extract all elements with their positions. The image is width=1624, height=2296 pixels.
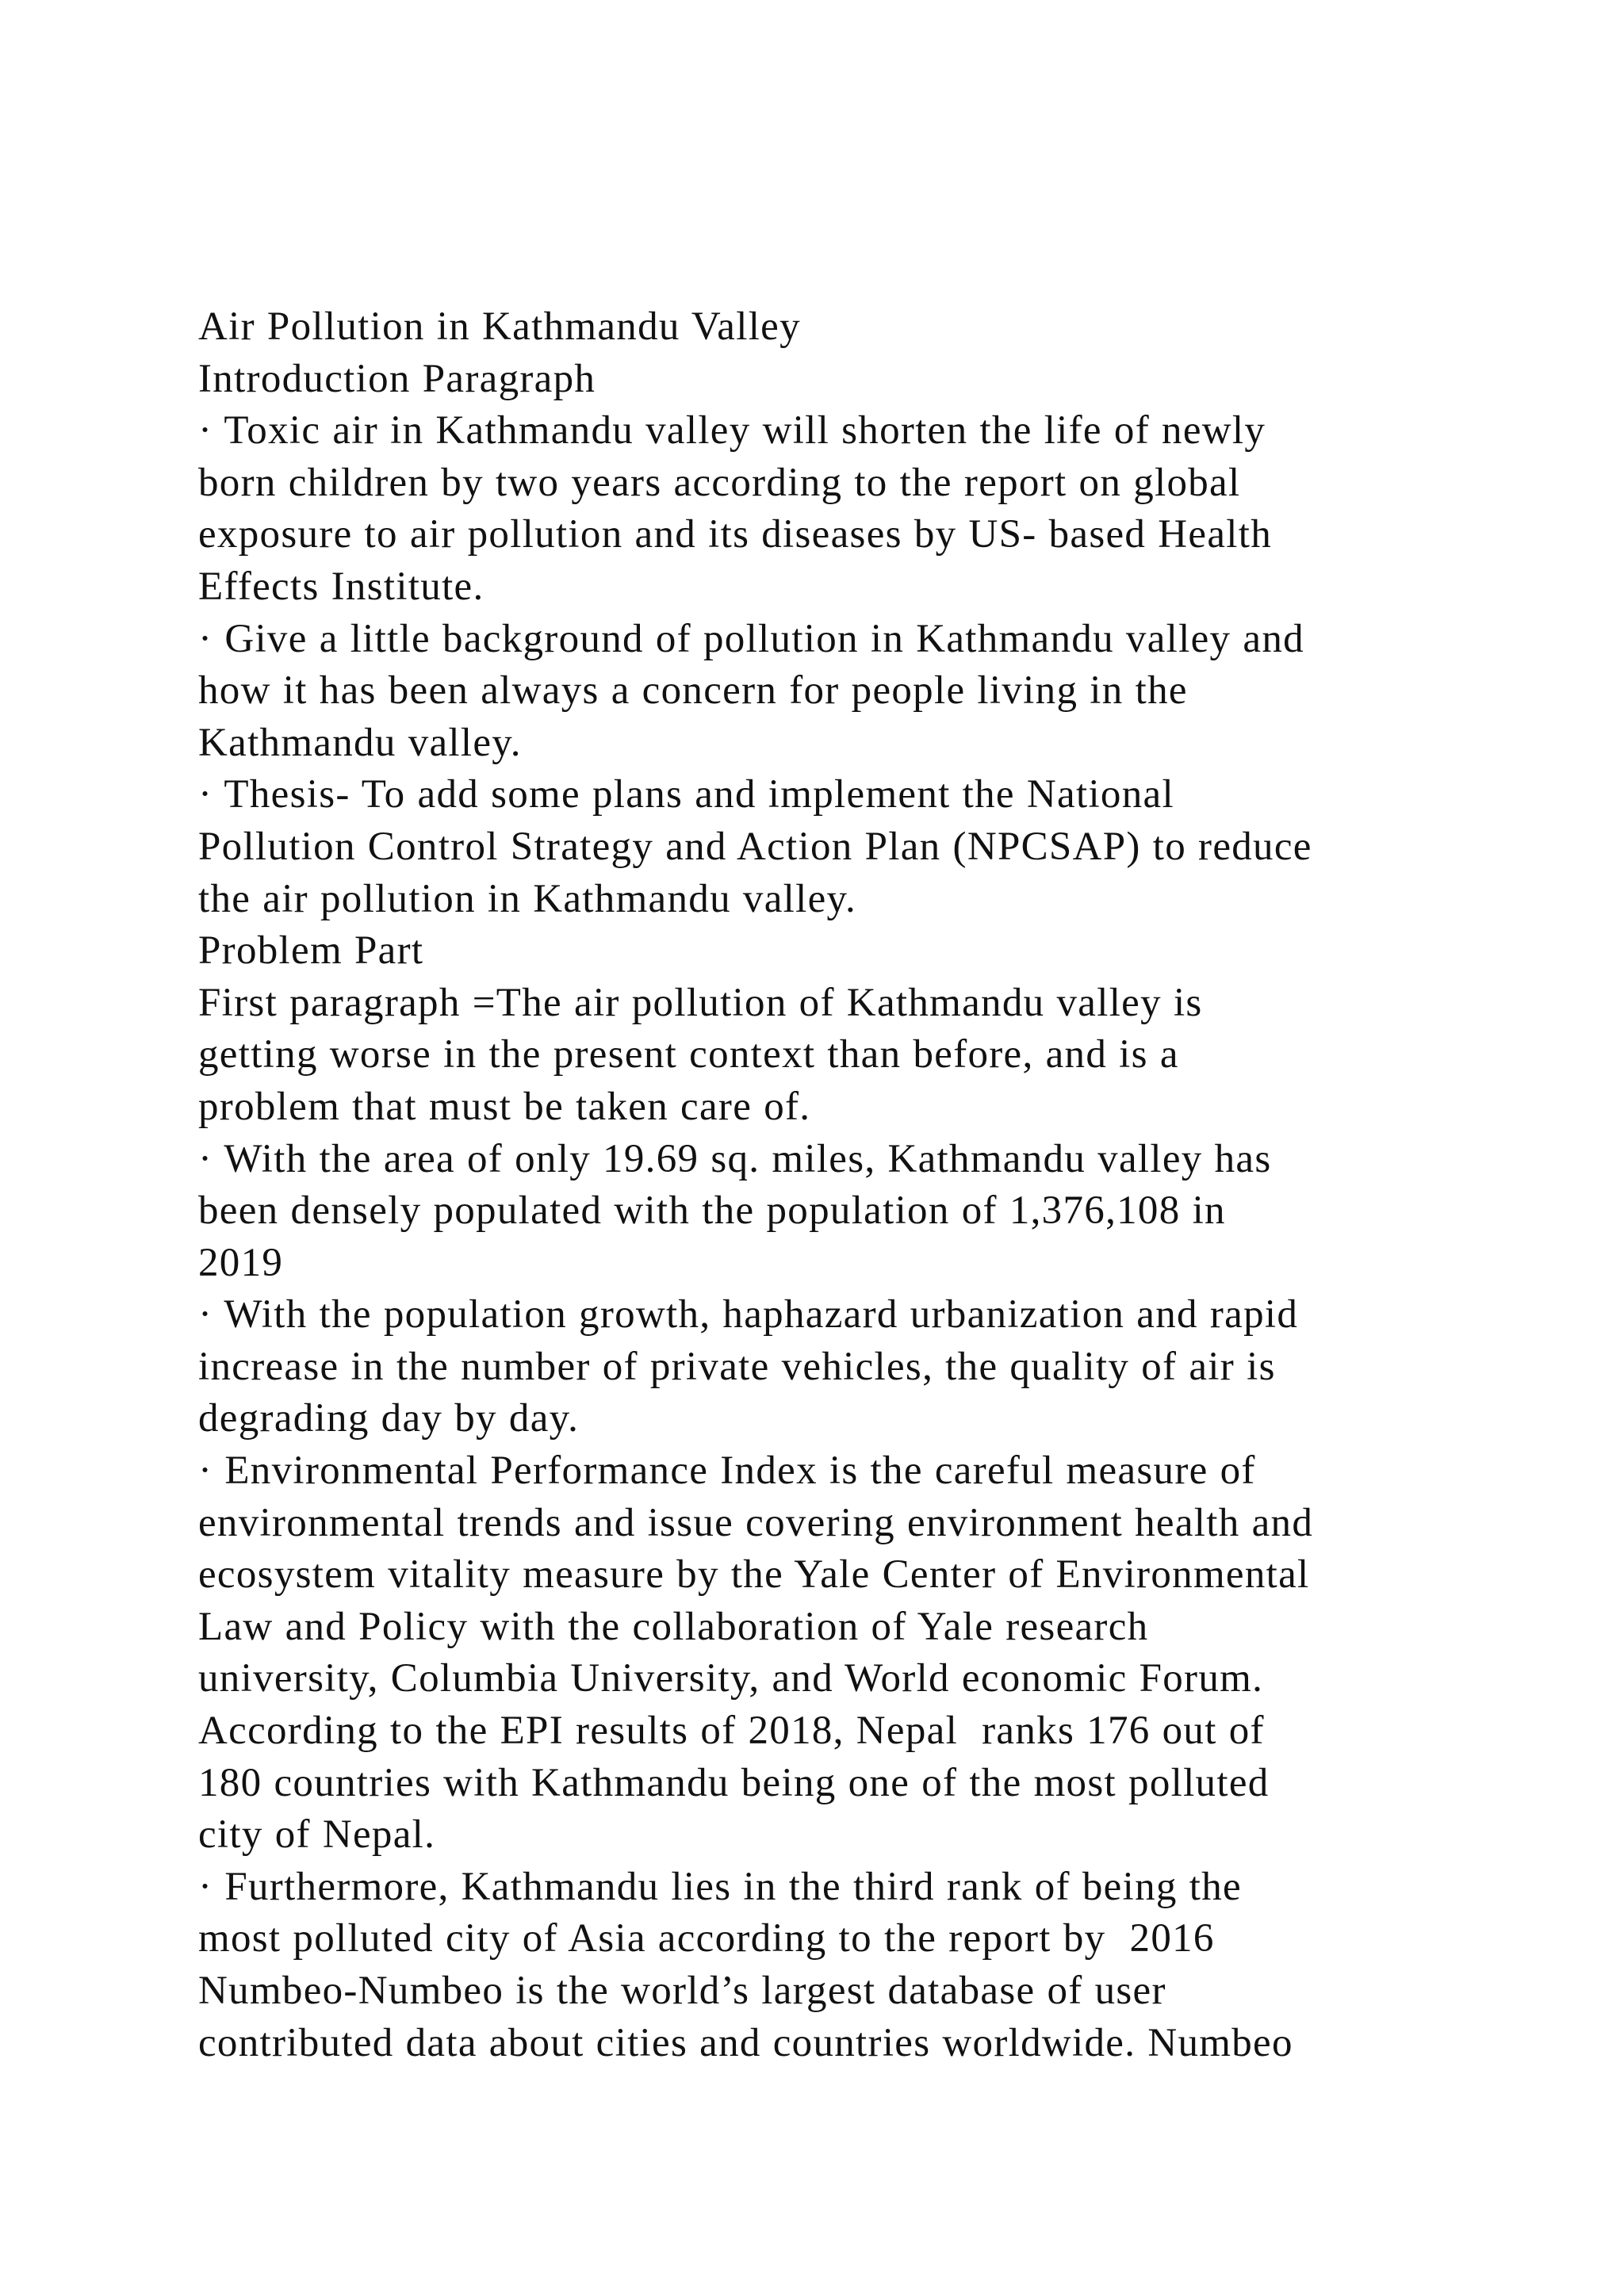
text-line: contributed data about cities and countries worldwide. Numbeo xyxy=(198,2020,1293,2065)
text-line: increase in the number of private vehicles, the quality of air is xyxy=(198,1344,1276,1389)
text-line: Numbeo-Numbeo is the world’s largest database of user xyxy=(198,1969,1166,2013)
text-line: First paragraph =The air pollution of Kathmandu valley is xyxy=(198,980,1203,1025)
text-line: According to the EPI results of 2018, Nepal ranks 176 out of xyxy=(198,1709,1265,1754)
section-heading-introduction: Introduction Paragraph xyxy=(198,356,596,401)
text-line: · Furthermore, Kathmandu lies in the third rank of being the xyxy=(198,1864,1242,1909)
text-line: Law and Policy with the collaboration of Yale research xyxy=(198,1604,1149,1649)
text-line: Kathmandu valley. xyxy=(198,720,522,765)
text-line: problem that must be taken care of. xyxy=(198,1084,811,1129)
document-body xyxy=(198,301,1475,2069)
text-line: ecosystem vitality measure by the Yale Center of Environmental xyxy=(198,1552,1310,1598)
text-line: born children by two years according to the report on global xyxy=(198,460,1241,505)
text-line: · With the area of only 19.69 sq. miles, Kathmandu valley has xyxy=(198,1136,1272,1181)
text-line: 180 countries with Kathmandu being one of the most polluted xyxy=(198,1760,1270,1805)
text-line: Effects Institute. xyxy=(198,564,485,609)
text-line: environmental trends and issue covering environment health and xyxy=(198,1500,1314,1545)
text-line: been densely populated with the population of 1,376,108 in xyxy=(198,1188,1226,1234)
text-line: Pollution Control Strategy and Action Plan (NPCSAP) to reduce xyxy=(198,824,1312,869)
text-line: · Thesis- To add some plans and implement the National xyxy=(198,772,1174,817)
document-title: Air Pollution in Kathmandu Valley xyxy=(198,304,801,349)
text-line: the air pollution in Kathmandu valley. xyxy=(198,876,857,921)
text-line: how it has been always a concern for people living in the xyxy=(198,668,1188,714)
text-line: · With the population growth, haphazard urbanization and rapid xyxy=(198,1292,1299,1337)
text-line: exposure to air pollution and its diseases by US- based Health xyxy=(198,512,1273,557)
text-line: city of Nepal. xyxy=(198,1812,436,1858)
text-line: most polluted city of Asia according to the report by 2016 xyxy=(198,1916,1215,1961)
section-heading-problem: Problem Part xyxy=(198,928,424,974)
text-line: · Toxic air in Kathmandu valley will shorten the life of newly xyxy=(198,408,1266,453)
text-line: degrading day by day. xyxy=(198,1396,580,1441)
text-line: getting worse in the present context than before, and is a xyxy=(198,1032,1179,1077)
text-line: 2019 xyxy=(198,1240,284,1285)
text-line: · Give a little background of pollution in Kathmandu valley and xyxy=(198,616,1304,661)
text-line: university, Columbia University, and World economic Forum. xyxy=(198,1656,1264,1701)
text-line: · Environmental Performance Index is the careful measure of xyxy=(198,1448,1256,1494)
